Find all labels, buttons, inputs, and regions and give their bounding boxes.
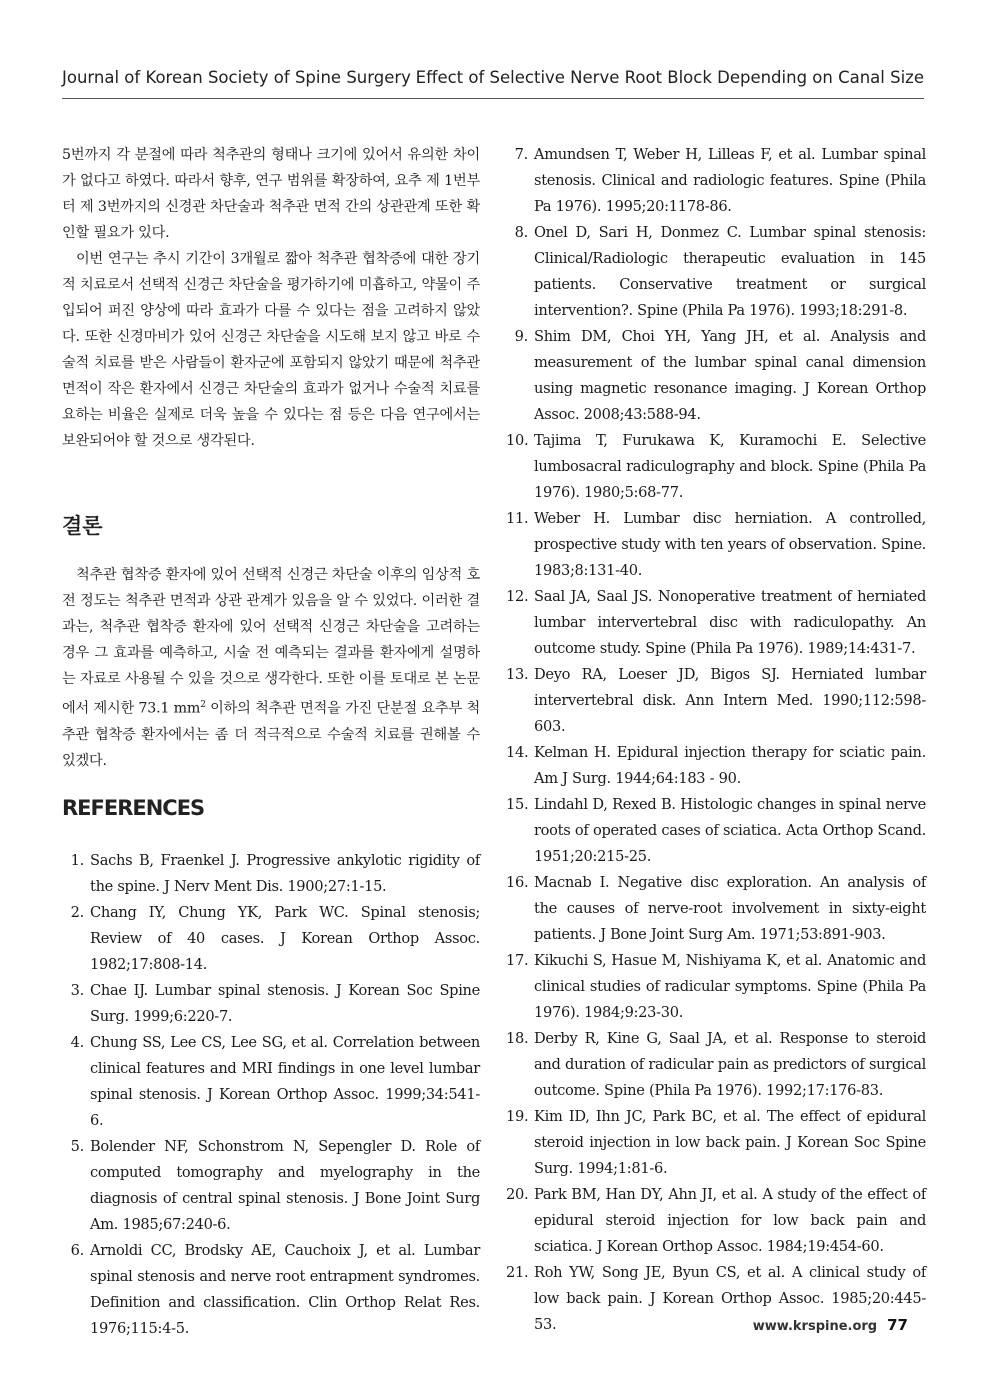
reference-number: 17.: [506, 952, 529, 969]
conclusion-paragraph: [62, 562, 480, 774]
reference-text: Deyo RA, Loeser JD, Bigos SJ. Herniated lumbar intervertebral disk. Ann Intern Med. 1990;112:598-603.: [534, 666, 926, 735]
reference-text: Derby R, Kine G, Saal JA, et al. Response to steroid and duration of radicular pain as predictors of surgical outcome. Spine (Phila Pa 1976). 1992;17:176-83.: [534, 1030, 926, 1099]
reference-item: [506, 220, 926, 324]
reference-text: Chung SS, Lee CS, Lee SG, et al. Correlation between clinical features and MRI findings in one level lumbar spinal stenosis. J Korean Orthop Assoc. 1999;34:541-6.: [90, 1034, 480, 1129]
reference-text: Park BM, Han DY, Ahn JI, et al. A study of the effect of epidural steroid injection for low back pain and sciatica. J Korean Orthop Assoc. 1984;19:454-60.: [534, 1186, 926, 1255]
right-column: [506, 142, 926, 1338]
reference-number: 15.: [506, 796, 529, 813]
reference-number: 14.: [506, 744, 529, 761]
reference-item: [506, 142, 926, 220]
page-number: 77: [887, 1316, 908, 1334]
reference-item: [62, 900, 480, 978]
reference-item: [506, 506, 926, 584]
reference-text: Chang IY, Chung YK, Park WC. Spinal stenosis; Review of 40 cases. J Korean Orthop Assoc. 1982;17:808-14.: [90, 904, 480, 973]
reference-number: 2.: [70, 904, 84, 921]
reference-number: 4.: [70, 1034, 84, 1051]
running-header: [62, 62, 924, 99]
reference-text: Arnoldi CC, Brodsky AE, Cauchoix J, et al. Lumbar spinal stenosis and nerve root entrapment syndromes. Definition and classification. Clin Orthop Relat Res. 1976;115:4-5.: [90, 1242, 480, 1337]
conclusion-text: 척추관 협착증 환자에 있어 선택적 신경근 차단술 이후의 임상적 호전 정도는 척추관 면적과 상관 관계가 있음을 알 수 있었다. 이러한 결과는, 척추관 협착증 환자에 있어 선택적 신경근 차단술을 고려하는 경우 그 효과를 예측하고, 시술 전 예측되는 결과를 환자에게 설명하는 자료로 사용될 수 있을 것으로 생각한다. 또한 이를 토대로 본 논문에서 제시한 73.1 mm: [62, 567, 480, 717]
reference-item: [62, 1238, 480, 1342]
reference-text: Bolender NF, Schonstrom N, Sepengler D. Role of computed tomography and myelography in the diagnosis of central spinal stenosis. J Bone Joint Surg Am. 1985;67:240-6.: [90, 1138, 480, 1233]
reference-number: 5.: [70, 1138, 84, 1155]
reference-text: Kim ID, Ihn JC, Park BC, et al. The effect of epidural steroid injection in low back pain. J Korean Soc Spine Surg. 1994;1:81-6.: [534, 1108, 926, 1177]
reference-item: [506, 1182, 926, 1260]
conclusion-text-end: 이하의 척추관 면적을 가진 단분절 요추부 척추관 협착증 환자에서는 좀 더 적극적으로 수술적 치료를 권해볼 수 있겠다.: [62, 700, 480, 769]
reference-item: [62, 978, 480, 1030]
reference-text: Chae IJ. Lumbar spinal stenosis. J Korean Soc Spine Surg. 1999;6:220-7.: [90, 982, 480, 1025]
references-heading: REFERENCES: [62, 796, 205, 820]
reference-item: [506, 324, 926, 428]
body-paragraph: 이번 연구는 추시 기간이 3개월로 짧아 척추관 협착증에 대한 장기적 치료로서 선택적 신경근 차단술을 평가하기에 미흡하고, 약물이 주입되어 퍼진 양상에 따라 효과가 다를 수 있다는 점을 고려하지 않았다. 또한 신경마비가 있어 신경근 차단술을 시도해 보지 않고 바로 수술적 치료를 받은 사람들이 환자군에 포함되지 않았기 때문에 척추관 면적이 작은 환자에서 신경근 차단술의 효과가 없거나 수술적 치료를 요하는 비율은 실제로 더욱 높을 수 있다는 점 등은 다음 연구에서는 보완되어야 할 것으로 생각된다.: [62, 251, 480, 449]
reference-item: [506, 740, 926, 792]
page-footer: [753, 1316, 908, 1334]
journal-url[interactable]: www.krspine.org: [752, 1319, 878, 1334]
reference-number: 12.: [506, 588, 529, 605]
reference-text: Macnab I. Negative disc exploration. An analysis of the causes of nerve-root involvement in sixty-eight patients. J Bone Joint Surg Am. 1971;53:891-903.: [534, 874, 926, 943]
journal-title: Journal of Korean Society of Spine Surgery: [62, 68, 411, 87]
reference-item: [506, 428, 926, 506]
reference-item: [506, 584, 926, 662]
reference-text: Kikuchi S, Hasue M, Nishiyama K, et al. Anatomic and clinical studies of radicular symptoms. Spine (Phila Pa 1976). 1984;9:23-30.: [534, 952, 926, 1021]
reference-list: [62, 848, 480, 1342]
reference-number: 8.: [514, 224, 528, 241]
reference-item: [506, 1026, 926, 1104]
reference-list: [506, 142, 926, 1338]
reference-number: 19.: [506, 1108, 529, 1125]
reference-text: Weber H. Lumbar disc herniation. A controlled, prospective study with ten years of observation. Spine. 1983;8:131-40.: [534, 510, 926, 579]
reference-number: 6.: [70, 1242, 84, 1259]
reference-number: 10.: [506, 432, 529, 449]
reference-number: 3.: [70, 982, 84, 999]
reference-item: [62, 1030, 480, 1134]
reference-text: Amundsen T, Weber H, Lilleas F, et al. Lumbar spinal stenosis. Clinical and radiologic features. Spine (Phila Pa 1976). 1995;20:1178-86.: [534, 146, 926, 215]
reference-item: [506, 948, 926, 1026]
reference-text: Saal JA, Saal JS. Nonoperative treatment of herniated lumbar intervertebral disc with radiculopathy. An outcome study. Spine (Phila Pa 1976). 1989;14:431-7.: [534, 588, 926, 657]
superscript: 2: [200, 700, 206, 710]
reference-number: 13.: [506, 666, 529, 683]
reference-item: [506, 1104, 926, 1182]
reference-text: Onel D, Sari H, Donmez C. Lumbar spinal stenosis: Clinical/Radiologic therapeutic evaluation in 145 patients. Conservative treatment or surgical intervention?. Spine (Phila Pa 1976). 1993;18:291-8.: [534, 224, 926, 319]
reference-number: 21.: [506, 1264, 529, 1281]
reference-item: [506, 870, 926, 948]
body-paragraph: 5번까지 각 분절에 따라 척추관의 형태나 크기에 있어서 유의한 차이가 없다고 하였다. 따라서 향후, 연구 범위를 확장하여, 요추 제 1번부터 제 3번까지의 신경관 차단술과 척추관 면적 간의 상관관계 또한 확인할 필요가 있다.: [62, 147, 480, 241]
conclusion-heading: 결론: [62, 514, 103, 538]
reference-text: Tajima T, Furukawa K, Kuramochi E. Selective lumbosacral radiculography and block. Spine (Phila Pa 1976). 1980;5:68-77.: [534, 432, 926, 501]
reference-text: Lindahl D, Rexed B. Histologic changes in spinal nerve roots of operated cases of sciatica. Acta Orthop Scand. 1951;20:215-25.: [534, 796, 926, 865]
reference-number: 20.: [506, 1186, 529, 1203]
article-running-title: Effect of Selective Nerve Root Block Depending on Canal Size: [415, 68, 924, 87]
reference-number: 16.: [506, 874, 529, 891]
reference-text: Roh YW, Song JE, Byun CS, et al. A clinical study of low back pain. J Korean Orthop Assoc. 1985;20:445-53.: [534, 1264, 926, 1333]
reference-text: Shim DM, Choi YH, Yang JH, et al. Analysis and measurement of the lumbar spinal canal dimension using magnetic resonance imaging. J Korean Orthop Assoc. 2008;43:588-94.: [534, 328, 926, 423]
reference-number: 18.: [506, 1030, 529, 1047]
reference-item: [506, 792, 926, 870]
reference-text: Sachs B, Fraenkel J. Progressive ankylotic rigidity of the spine. J Nerv Ment Dis. 1900;27:1-15.: [90, 852, 480, 895]
reference-item: [506, 662, 926, 740]
reference-text: Kelman H. Epidural injection therapy for sciatic pain. Am J Surg. 1944;64:183 - 90.: [534, 744, 926, 787]
reference-item: [62, 1134, 480, 1238]
reference-number: 1.: [70, 852, 84, 869]
reference-number: 7.: [514, 146, 528, 163]
reference-number: 9.: [514, 328, 528, 345]
reference-item: [62, 848, 480, 900]
reference-number: 11.: [506, 510, 529, 527]
